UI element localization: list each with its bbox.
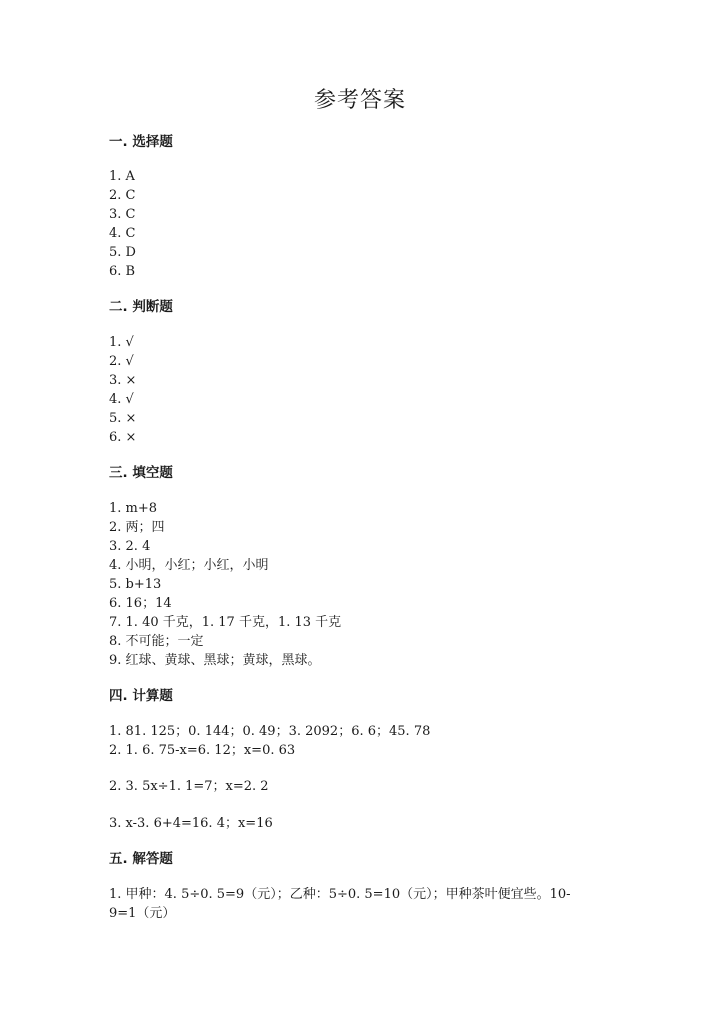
answer-line: 2. √ <box>109 354 134 369</box>
section-heading-choice: 一. 选择题 <box>109 134 173 150</box>
answer-line: 1. 甲种：4. 5÷0. 5=9（元）；乙种：5÷0. 5=10（元）；甲种茶叶便宜些。10- <box>109 887 571 902</box>
section-heading-word-problems: 五. 解答题 <box>109 851 173 867</box>
answer-line: 7. 1. 40 千克，1. 17 千克，1. 13 千克 <box>109 615 342 630</box>
answer-line: 3. × <box>109 373 137 388</box>
answer-line: 4. √ <box>109 392 134 407</box>
answer-line: 9. 红球、黄球、黑球；黄球，黑球。 <box>109 653 321 668</box>
answer-line: 1. m+8 <box>109 501 158 516</box>
answer-line: 2. 两；四 <box>109 520 165 535</box>
answer-line: 1. √ <box>109 335 134 350</box>
answer-line: 6. 16；14 <box>109 596 172 611</box>
section-heading-calculation: 四. 计算题 <box>109 688 173 704</box>
section-heading-fill-blank: 三. 填空题 <box>109 465 173 481</box>
answer-line: 4. C <box>109 226 136 241</box>
answer-line: 2. 1. 6. 75-x=6. 12；x=0. 63 <box>109 743 296 758</box>
answer-line: 3. x-3. 6+4=16. 4；x=16 <box>109 816 273 831</box>
answer-line: 9=1（元） <box>109 906 176 921</box>
answer-line: 8. 不可能；一定 <box>109 634 204 649</box>
answer-line: 6. B <box>109 264 136 279</box>
answer-line: 1. 81. 125；0. 144；0. 49；3. 2092；6. 6；45. 78 <box>109 724 431 739</box>
page-title: 参考答案 <box>313 88 406 113</box>
answer-line: 5. b+13 <box>109 577 162 592</box>
answer-line: 4. 小明，小红；小红，小明 <box>109 558 269 573</box>
answer-line: 1. A <box>109 169 135 184</box>
section-heading-judgment: 二. 判断题 <box>109 299 173 315</box>
answer-line: 2. 3. 5x÷1. 1=7；x=2. 2 <box>109 779 269 794</box>
answer-line: 3. 2. 4 <box>109 539 151 554</box>
answer-line: 3. C <box>109 207 136 222</box>
answer-line: 6. × <box>109 430 137 445</box>
answer-line: 2. C <box>109 188 136 203</box>
answer-line: 5. × <box>109 411 137 426</box>
answer-line: 5. D <box>109 245 136 260</box>
